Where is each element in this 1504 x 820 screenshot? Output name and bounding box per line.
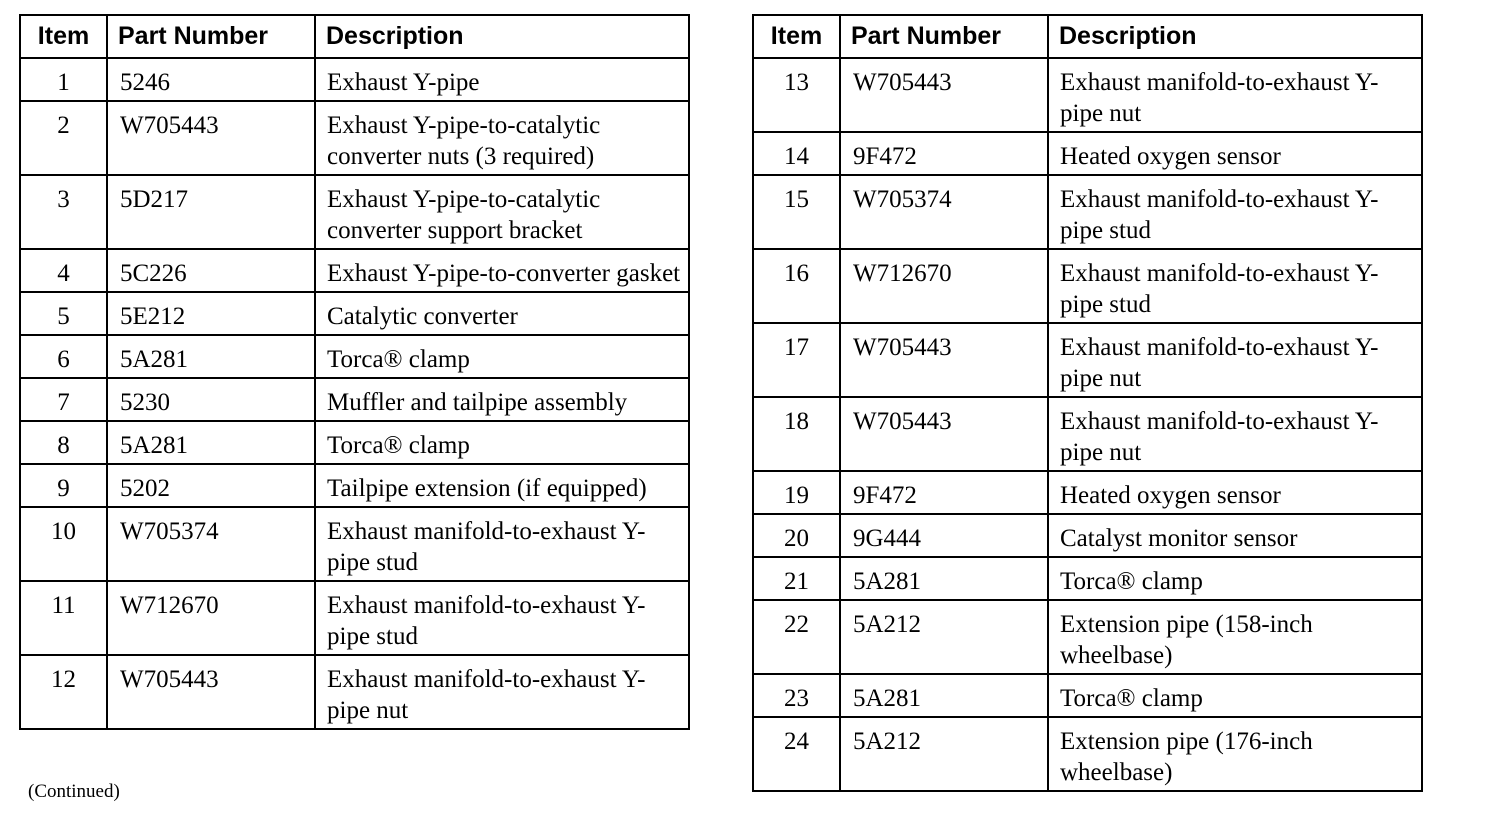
- part-number-cell: 5A281: [840, 674, 1048, 717]
- description-cell: Exhaust manifold-to-exhaust Y-pipe stud: [315, 581, 689, 655]
- table-row: [753, 323, 1422, 397]
- table-row: [753, 514, 1422, 557]
- part-number-cell: W705443: [107, 101, 315, 175]
- description-cell: Extension pipe (158-inch wheelbase): [1048, 600, 1422, 674]
- description-cell: Exhaust manifold-to-exhaust Y-pipe nut: [1048, 323, 1422, 397]
- item-number-cell: 13: [753, 58, 840, 132]
- description-cell: Exhaust manifold-to-exhaust Y-pipe nut: [1048, 58, 1422, 132]
- part-number-cell: 5246: [107, 58, 315, 101]
- description-cell: Torca® clamp: [1048, 674, 1422, 717]
- table-row: [20, 378, 689, 421]
- part-number-cell: 5A212: [840, 717, 1048, 791]
- table-row: [753, 132, 1422, 175]
- description-cell: Catalyst monitor sensor: [1048, 514, 1422, 557]
- table-row: [20, 249, 689, 292]
- part-number-cell: W705443: [107, 655, 315, 729]
- header-item: Item: [753, 15, 840, 58]
- item-number-cell: 9: [20, 464, 107, 507]
- item-number-cell: 10: [20, 507, 107, 581]
- item-number-cell: 20: [753, 514, 840, 557]
- item-number-cell: 23: [753, 674, 840, 717]
- part-number-cell: 5A212: [840, 600, 1048, 674]
- description-cell: Exhaust manifold-to-exhaust Y-pipe nut: [315, 655, 689, 729]
- parts-table-right: [752, 14, 1423, 792]
- table-row: [20, 101, 689, 175]
- part-number-cell: 9F472: [840, 471, 1048, 514]
- item-number-cell: 2: [20, 101, 107, 175]
- item-number-cell: 4: [20, 249, 107, 292]
- item-number-cell: 1: [20, 58, 107, 101]
- table-row: [753, 600, 1422, 674]
- table-row: [753, 175, 1422, 249]
- item-number-cell: 22: [753, 600, 840, 674]
- description-cell: Exhaust Y-pipe-to-converter gasket: [315, 249, 689, 292]
- item-number-cell: 11: [20, 581, 107, 655]
- part-number-cell: W712670: [107, 581, 315, 655]
- description-cell: Exhaust Y-pipe-to-catalytic converter nuts (3 required): [315, 101, 689, 175]
- table-row: [20, 175, 689, 249]
- part-number-cell: W712670: [840, 249, 1048, 323]
- description-cell: Exhaust manifold-to-exhaust Y-pipe stud: [315, 507, 689, 581]
- description-cell: Catalytic converter: [315, 292, 689, 335]
- part-number-cell: 5230: [107, 378, 315, 421]
- table-row: [20, 58, 689, 101]
- header-part-number: Part Number: [840, 15, 1048, 58]
- description-cell: Muffler and tailpipe assembly: [315, 378, 689, 421]
- item-number-cell: 7: [20, 378, 107, 421]
- description-cell: Exhaust manifold-to-exhaust Y-pipe stud: [1048, 175, 1422, 249]
- part-number-cell: 5C226: [107, 249, 315, 292]
- item-number-cell: 18: [753, 397, 840, 471]
- part-number-cell: 5A281: [107, 335, 315, 378]
- table-row: [753, 471, 1422, 514]
- description-cell: Exhaust Y-pipe: [315, 58, 689, 101]
- parts-table-left: [19, 14, 690, 730]
- item-number-cell: 3: [20, 175, 107, 249]
- part-number-cell: 9F472: [840, 132, 1048, 175]
- item-number-cell: 24: [753, 717, 840, 791]
- table-row: [753, 58, 1422, 132]
- item-number-cell: 16: [753, 249, 840, 323]
- item-number-cell: 12: [20, 655, 107, 729]
- part-number-cell: 5A281: [840, 557, 1048, 600]
- description-cell: Torca® clamp: [315, 421, 689, 464]
- header-description: Description: [315, 15, 689, 58]
- part-number-cell: 5E212: [107, 292, 315, 335]
- table-body-left: [20, 58, 689, 729]
- description-cell: Torca® clamp: [315, 335, 689, 378]
- item-number-cell: 8: [20, 421, 107, 464]
- table-row: [20, 292, 689, 335]
- table-row: [20, 581, 689, 655]
- table-row: [20, 507, 689, 581]
- item-number-cell: 21: [753, 557, 840, 600]
- part-number-cell: W705443: [840, 397, 1048, 471]
- part-number-cell: 5202: [107, 464, 315, 507]
- item-number-cell: 15: [753, 175, 840, 249]
- item-number-cell: 5: [20, 292, 107, 335]
- header-part-number: Part Number: [107, 15, 315, 58]
- table-row: [20, 464, 689, 507]
- description-cell: Heated oxygen sensor: [1048, 471, 1422, 514]
- table-header-row: [20, 15, 689, 58]
- part-number-cell: W705374: [840, 175, 1048, 249]
- description-cell: Extension pipe (176-inch wheelbase): [1048, 717, 1422, 791]
- continued-note: (Continued): [28, 781, 120, 802]
- table-row: [20, 335, 689, 378]
- part-number-cell: 9G444: [840, 514, 1048, 557]
- item-number-cell: 6: [20, 335, 107, 378]
- header-description: Description: [1048, 15, 1422, 58]
- table-row: [753, 557, 1422, 600]
- table-row: [753, 397, 1422, 471]
- description-cell: Exhaust manifold-to-exhaust Y-pipe stud: [1048, 249, 1422, 323]
- part-number-cell: W705443: [840, 58, 1048, 132]
- description-cell: Heated oxygen sensor: [1048, 132, 1422, 175]
- table-row: [753, 717, 1422, 791]
- description-cell: Torca® clamp: [1048, 557, 1422, 600]
- part-number-cell: 5D217: [107, 175, 315, 249]
- part-number-cell: 5A281: [107, 421, 315, 464]
- table-row: [20, 421, 689, 464]
- item-number-cell: 17: [753, 323, 840, 397]
- item-number-cell: 19: [753, 471, 840, 514]
- table-row: [20, 655, 689, 729]
- table-row: [753, 674, 1422, 717]
- item-number-cell: 14: [753, 132, 840, 175]
- table-body-right: [753, 58, 1422, 791]
- description-cell: Exhaust Y-pipe-to-catalytic converter support bracket: [315, 175, 689, 249]
- table-header-row: [753, 15, 1422, 58]
- description-cell: Tailpipe extension (if equipped): [315, 464, 689, 507]
- table-row: [753, 249, 1422, 323]
- description-cell: Exhaust manifold-to-exhaust Y-pipe nut: [1048, 397, 1422, 471]
- part-number-cell: W705374: [107, 507, 315, 581]
- header-item: Item: [20, 15, 107, 58]
- part-number-cell: W705443: [840, 323, 1048, 397]
